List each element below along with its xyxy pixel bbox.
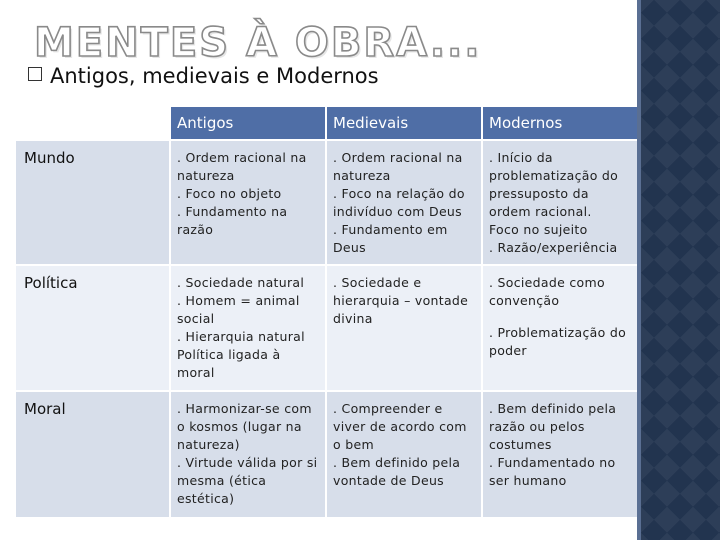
cell-line: . Bem definido pela razão ou pelos costumes (489, 401, 617, 452)
table-header-row (14, 105, 637, 139)
cell-line: . Fundamentado no ser humano (489, 455, 616, 488)
cell-line: . Razão/experiência (489, 240, 618, 255)
comparison-table (14, 105, 637, 517)
bullet-text: Antigos, medievais e Modernos (50, 64, 379, 88)
table-cell (169, 264, 325, 390)
table-row (14, 264, 637, 390)
cell-line: . Bem definido pela vontade de Deus (333, 455, 461, 488)
column-header: Antigos (169, 105, 325, 139)
table-cell (481, 390, 637, 517)
cell-line: . Foco na relação do indivíduo com Deus (333, 186, 465, 219)
cell-line: Foco no sujeito (489, 222, 588, 237)
cell-line: . Sociedade natural (177, 275, 305, 290)
table-cell (325, 264, 481, 390)
table-cell (169, 139, 325, 264)
decorative-side-panel (641, 0, 720, 540)
table-cell (325, 139, 481, 264)
header-corner-cell (14, 105, 169, 139)
cell-line: . Foco no objeto (177, 186, 282, 201)
table-cell (325, 390, 481, 517)
cell-line: . Problematização do poder (489, 325, 627, 358)
cell-line: . Harmonizar-se com o kosmos (lugar na natureza) (177, 401, 312, 452)
cell-line: . Início da problematização do pressuposto da ordem racional. (489, 150, 619, 219)
bullet-item (28, 64, 379, 88)
cell-line: . Ordem racional na natureza (177, 150, 307, 183)
slide-title: MENTES À OBRA... (34, 20, 482, 66)
table-cell (481, 139, 637, 264)
row-label: Política (14, 264, 169, 390)
table-row (14, 390, 637, 517)
cell-line: Política ligada à moral (177, 347, 281, 380)
bullet-square-icon (28, 67, 42, 81)
column-header: Modernos (481, 105, 637, 139)
cell-line: . Fundamento em Deus (333, 222, 448, 255)
cell-line: . Fundamento na razão (177, 204, 288, 237)
table-cell (481, 264, 637, 390)
cell-line: . Hierarquia natural (177, 329, 305, 344)
cell-line: . Sociedade como convenção (489, 275, 605, 308)
cell-line: . Virtude válida por si mesma (ética estética) (177, 455, 318, 506)
cell-line: . Ordem racional na natureza (333, 150, 463, 183)
row-label: Mundo (14, 139, 169, 264)
row-label: Moral (14, 390, 169, 517)
cell-line: . Compreender e viver de acordo com o bem (333, 401, 467, 452)
table-row (14, 139, 637, 264)
table-cell (169, 390, 325, 517)
cell-line: . Sociedade e hierarquia – vontade divina (333, 275, 469, 326)
cell-spacer (489, 310, 631, 324)
column-header: Medievais (325, 105, 481, 139)
cell-line: . Homem = animal social (177, 293, 300, 326)
